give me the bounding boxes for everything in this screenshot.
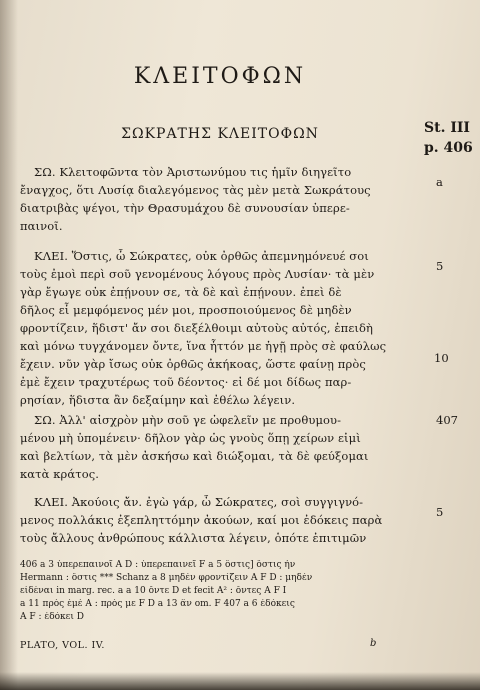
margin-line-number: 5 — [436, 259, 444, 273]
text-line: ΣΩ. Κλειτοφῶντα τὸν Ἀριστωνύμου τις ἡμῖν διηγεῖτο — [34, 165, 352, 179]
text-line: ΣΩ. Ἀλλ' αἰσχρὸν μὴν σοῦ γε ὠφελεῖν με προθυμου- — [34, 413, 342, 427]
apparatus-line: Hermann : ὅστις *** Schanz a 8 μηδὲν φροντίζειν A F D : μηδὲν — [20, 573, 313, 583]
text-line: φροντίζειν, ἥδιστ' ἄν σοι διεξέλθοιμι αὐτοὺς αὐτός, ἐπειδὴ — [20, 321, 374, 335]
volume-footer: PLATO, VOL. IV. — [20, 640, 105, 651]
page-bottom-shadow — [0, 672, 480, 690]
text-line: ΚΛΕΙ. Ὅστις, ὦ Σώκρατες, οὐκ ὀρθῶς ἀπεμνημόνευέ σοι — [34, 249, 369, 263]
dramatis-personae: ΣΩΚΡΑΤΗΣ ΚΛΕΙΤΟΦΩΝ — [121, 126, 319, 142]
dialogue-title: ΚΛΕΙΤΟΦΩΝ — [133, 64, 307, 89]
text-line: ρησίαν, ἥδιστα ἂν δεξαίμην καὶ ἐθέλω λέγειν. — [20, 393, 296, 407]
text-line: διατριβὰς ψέγοι, τὴν Θρασυμάχου δὲ συνουσίαν ὑπερε- — [20, 201, 350, 215]
text-line: τοὺς ἄλλους ἀνθρώπους κάλλιστα λέγειν, ὁπότε ἐπιτιμῶν — [20, 531, 367, 545]
signature-mark: b — [370, 638, 377, 649]
margin-line-number: 5 — [436, 505, 444, 519]
stephanus-page: p. 406 — [424, 140, 473, 156]
text-line: μενος πολλάκις ἐξεπληττόμην ἀκούων, καί μοι ἐδόκεις παρὰ — [20, 513, 383, 527]
apparatus-line: εἰδέναι in marg. rec. a a 10 ὄντε D et fecit A² : ὄντες A F I — [20, 586, 287, 596]
text-line: ἐμὲ ἔχειν τραχυτέρως τοῦ δέοντος· εἰ δέ μοι δίδως παρ- — [20, 375, 352, 389]
margin-section-letter: a — [436, 175, 443, 189]
page-gutter-shadow — [0, 0, 18, 690]
text-line: παινοῖ. — [20, 219, 63, 233]
text-line: μένου μὴ ὑπομένειν· δῆλον γὰρ ὡς γνοὺς ὅπῃ χείρων εἰμὶ — [20, 431, 361, 445]
text-line: ἔχειν. νῦν γὰρ ἴσως οὐκ ὀρθῶς ἀκήκοας, ὥστε φαίνῃ πρὸς — [20, 357, 366, 371]
text-line: καὶ μόνω τυγχάνομεν ὄντε, ἵνα ἧττόν με ἡγῇ πρὸς σὲ φαύλως — [20, 339, 387, 353]
apparatus-line: a 11 πρὸς ἐμὲ A : πρὸς με F D a 13 ἂν om. F 407 a 6 ἐδόκεις — [20, 599, 295, 609]
apparatus-line: A F : ἐδόκει D — [20, 612, 84, 622]
text-line: γὰρ ἔγωγε οὐκ ἐπῄνουν σε, τὰ δὲ καὶ ἐπῄνουν. ἐπεὶ δὲ — [20, 285, 342, 299]
stephanus-reference — [424, 118, 480, 158]
stephanus-volume: St. III — [424, 120, 470, 136]
margin-page-reference: 407 — [436, 413, 458, 427]
text-line: ΚΛΕΙ. Ἀκούοις ἄν. ἐγὼ γάρ, ὦ Σώκρατες, σοὶ συγγιγνό- — [34, 495, 364, 509]
text-line: κατὰ κράτος. — [20, 467, 100, 481]
text-line: τοὺς ἐμοὶ περὶ σοῦ γενομένους λόγους πρὸς Λυσίαν· τὰ μὲν — [20, 267, 375, 281]
apparatus-line: 406 a 3 ὑπερεπαινοῖ A D : ὑπερεπαινεῖ F a 5 ὅστις] ὅστις ἦν — [20, 560, 296, 570]
text-line: καὶ βελτίων, τὰ μὲν ἀσκήσω καὶ διώξομαι, τὰ δὲ φεύξομαι — [20, 449, 369, 463]
text-line: δῆλος εἶ μεμφόμενος μέν μοι, προσποιούμενος δὲ μηδὲν — [20, 303, 352, 317]
text-line: ἔναγχος, ὅτι Λυσίᾳ διαλεγόμενος τὰς μὲν μετὰ Σωκράτους — [20, 183, 371, 197]
margin-line-number: 10 — [434, 351, 449, 365]
